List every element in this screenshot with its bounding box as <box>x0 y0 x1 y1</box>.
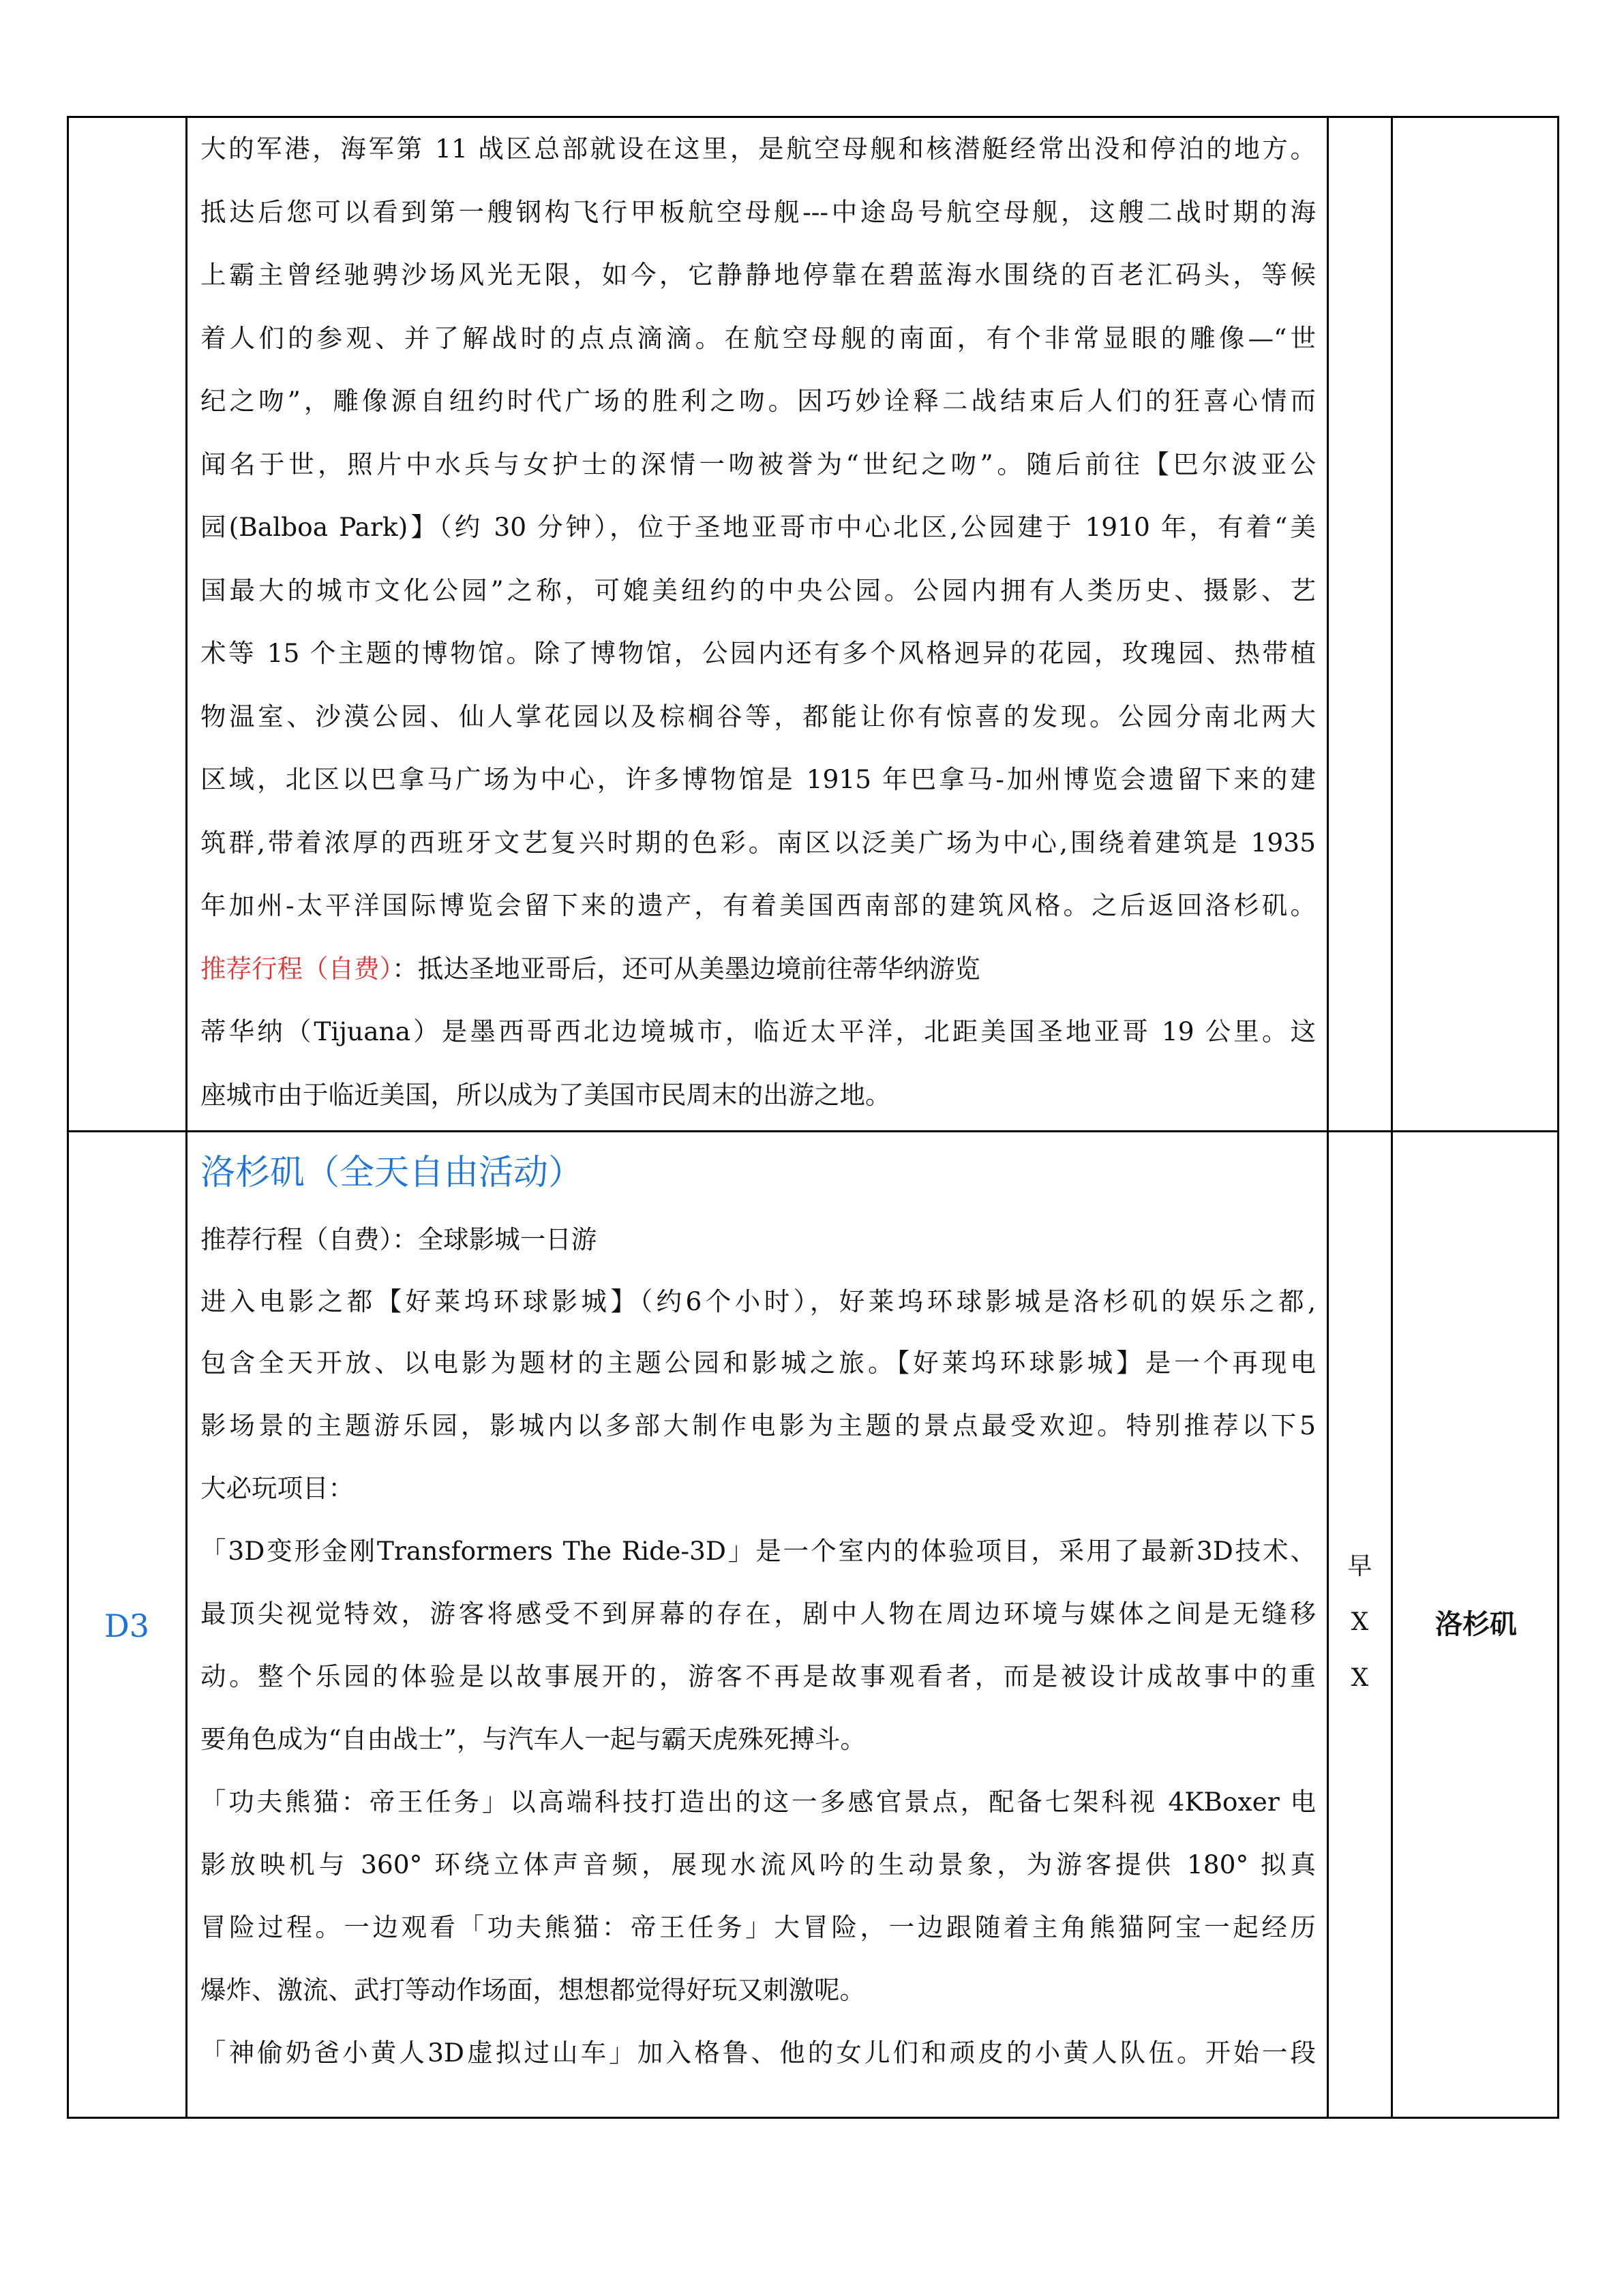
text-line: 区域，北区以巴拿马广场为中心，许多博物馆是 1915 年巴拿马-加州博览会遗留下来的建 <box>200 764 1316 794</box>
text-line: 「功夫熊猫：帝王任务」以高端科技打造出的这一多感官景点，配备七架科视 4KBoxer 电 <box>200 1786 1316 1817</box>
text-line: 上霸主曾经驰骋沙场风光无限，如今，它静静地停靠在碧蓝海水围绕的百老汇码头，等候 <box>200 260 1316 290</box>
meal-cell <box>1329 1132 1391 2119</box>
row1-day-cell <box>67 116 187 1132</box>
text-line: 纪之吻”，雕像源自纽约时代广场的胜利之吻。因巧妙诠释二战结束后人们的狂喜心情而 <box>200 386 1316 416</box>
text-line: 抵达后您可以看到第一艘钢构飞行甲板航空母舰---中途岛号航空母舰，这艘二战时期的海 <box>200 196 1316 227</box>
day-label: D3 <box>104 1607 150 1644</box>
text-line: 「3D变形金刚Transformers The Ride-3D」是一个室内的体验项目，采用了最新3D技术、 <box>200 1535 1316 1566</box>
text-line: 包含全天开放、以电影为题材的主题公园和影城之旅。【好莱坞环球影城】是一个再现电 <box>200 1347 1316 1378</box>
text-line: 「神偷奶爸小黄人3D虚拟过山车」加入格鲁、他的女儿们和顽皮的小黄人队伍。开始一段 <box>200 2037 1316 2068</box>
text-line: 动。整个乐园的体验是以故事展开的，游客不再是故事观看者，而是被设计成故事中的重 <box>200 1661 1316 1691</box>
row1-meal-cell <box>1329 116 1391 1130</box>
day-label-cell <box>67 1132 187 2119</box>
recommendation-line: 推荐行程（自费）：全球影城一日游 <box>200 1224 597 1254</box>
text-line: 术等 15 个主题的博物馆。除了博物馆，公园内还有多个风格迥异的花园，玫瑰园、热带植 <box>200 638 1316 668</box>
text-line: 大的军港，海军第 11 战区总部就设在这里，是航空母舰和核潜艇经常出没和停泊的地方。 <box>200 134 1316 164</box>
meal-breakfast: 早 <box>1347 1552 1372 1580</box>
recommendation-label: 推荐行程（自费） <box>200 953 393 984</box>
row1-hotel-cell <box>1393 116 1559 1130</box>
hotel-cell <box>1393 1132 1559 2119</box>
text-line: 影放映机与 360° 环绕立体声音频，展现水流风吟的生动景象，为游客提供 180° 拟真 <box>200 1849 1316 1879</box>
meal-dinner: X <box>1351 1663 1369 1692</box>
text-line: 进入电影之都【好莱坞环球影城】（约6个小时），好莱坞环球影城是洛杉矶的娱乐之都, <box>200 1286 1316 1316</box>
text-line: 筑群,带着浓厚的西班牙文艺复兴时期的色彩。南区以泛美广场为中心,围绕着建筑是 1935 <box>200 827 1316 858</box>
recommendation-text: ：抵达圣地亚哥后，还可从美墨边境前往蒂华纳游览 <box>392 953 980 984</box>
hotel-name: 洛杉矶 <box>1435 1609 1517 1640</box>
text-line: 影场景的主题游乐园，影城内以多部大制作电影为主题的景点最受欢迎。特别推荐以下5 <box>200 1410 1316 1440</box>
text-line: 着人们的参观、并了解战时的点点滴滴。在航空母舰的南面，有个非常显眼的雕像—“世 <box>200 322 1316 353</box>
text-line: 物温室、沙漠公园、仙人掌花园以及棕榈谷等，都能让你有惊喜的发现。公园分南北两大 <box>200 701 1316 731</box>
text-line: 闻名于世，照片中水兵与女护士的深情一吻被誉为“世纪之吻”。随后前往【巴尔波亚公 <box>200 449 1316 479</box>
meal-lunch: X <box>1351 1607 1369 1636</box>
text-line: 座城市由于临近美国，所以成为了美国市民周末的出游之地。 <box>200 1079 891 1110</box>
text-line: 国最大的城市文化公园”之称，可媲美纽约的中央公园。公园内拥有人类历史、摄影、艺 <box>200 575 1316 605</box>
text-line: 年加州-太平洋国际博览会留下来的遗产，有着美国西南部的建筑风格。之后返回洛杉矶。 <box>200 890 1316 920</box>
day-title: 洛杉矶（全天自由活动） <box>200 1153 584 1193</box>
recommendation-line <box>200 937 1316 1001</box>
text-line: 蒂华纳（Tijuana）是墨西哥西北边境城市，临近太平洋，北距美国圣地亚哥 19 公里。这 <box>200 1016 1316 1046</box>
text-line: 最顶尖视觉特效，游客将感受不到屏幕的存在，剧中人物在周边环境与媒体之间是无缝移 <box>200 1598 1316 1629</box>
text-line: 大必玩项目： <box>200 1472 354 1503</box>
text-line: 冒险过程。一边观看「功夫熊猫：帝王任务」大冒险，一边跟随着主角熊猫阿宝一起经历 <box>200 1912 1316 1942</box>
text-line: 园(Balboa Park)】（约 30 分钟），位于圣地亚哥市中心北区,公园建于 1910 年，有着“美 <box>200 512 1316 542</box>
text-line: 要角色成为“自由战士”，与汽车人一起与霸天虎殊死搏斗。 <box>200 1723 866 1754</box>
text-line: 爆炸、激流、武打等动作场面，想想都觉得好玩又刺激呢。 <box>200 1974 865 2005</box>
section1-text <box>200 117 1316 1126</box>
section2-text <box>200 1138 1316 2084</box>
